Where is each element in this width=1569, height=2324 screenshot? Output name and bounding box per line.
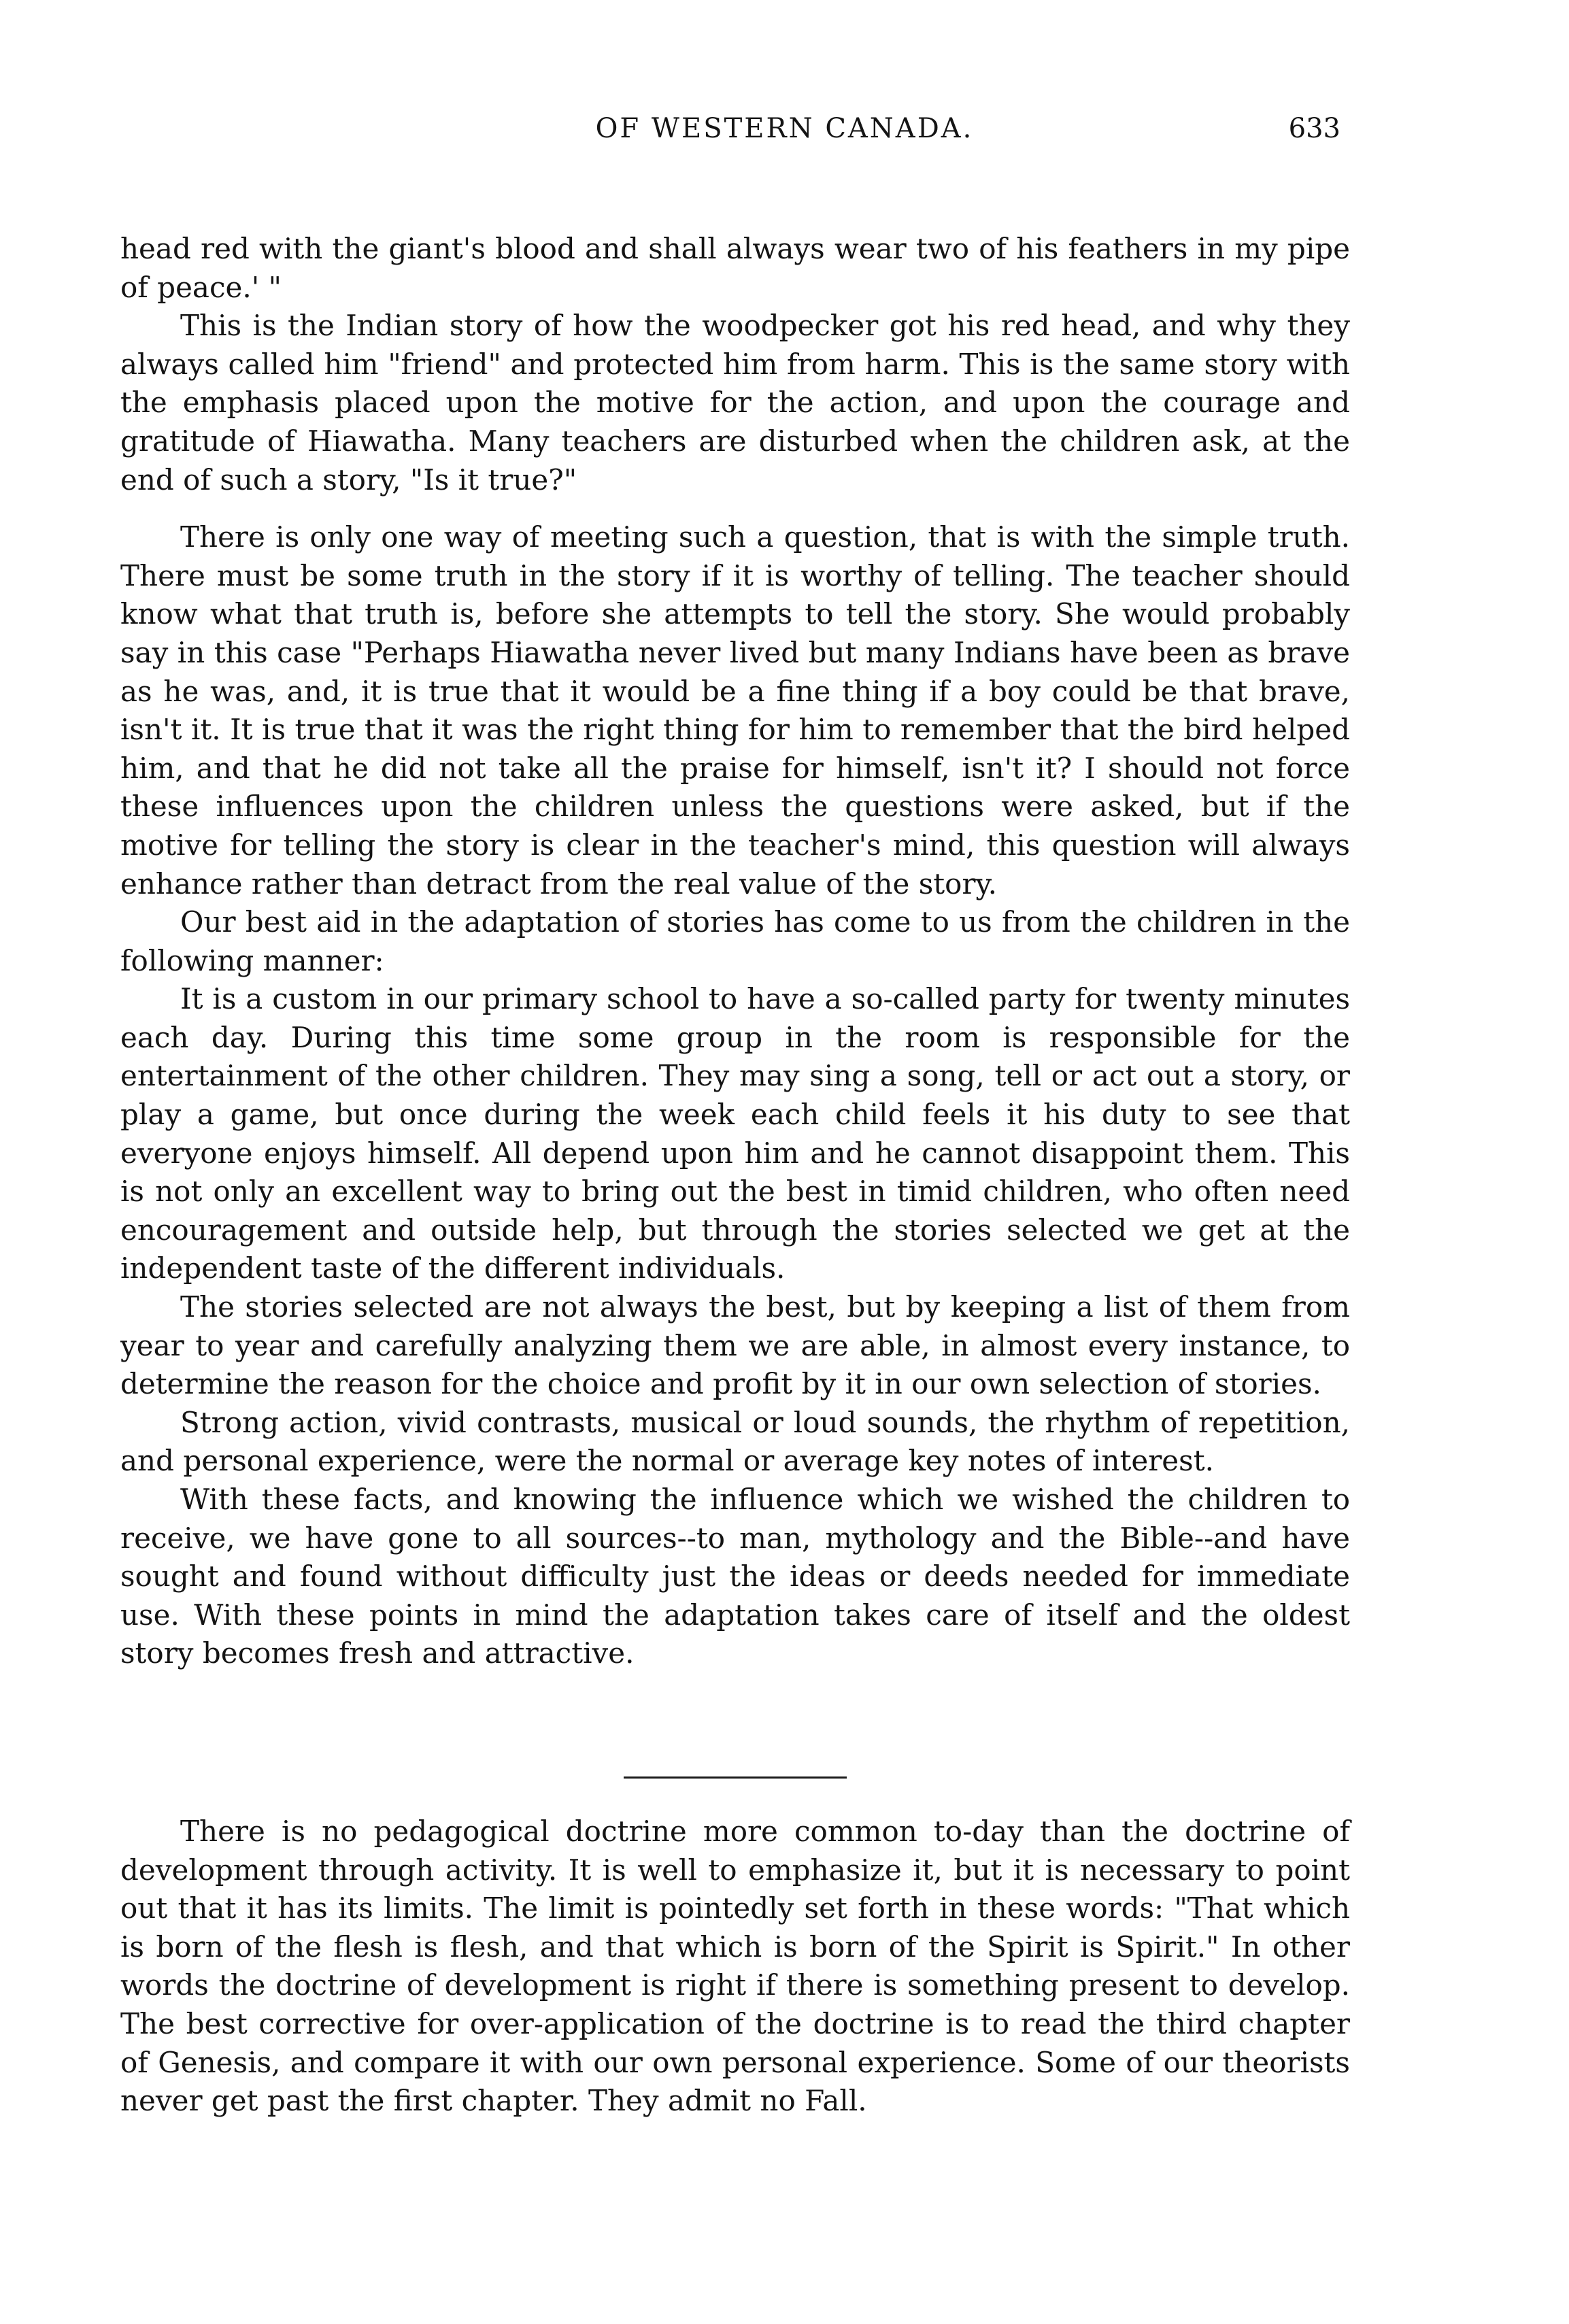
page-number: 633 [1288,113,1340,144]
running-title: OF WESTERN CANADA. [595,113,974,144]
running-head [0,113,1569,161]
paragraph: The stories selected are not always the best, but by keeping a list of them from year to year and carefully analyzing them we are able, in almost every instance, to determine the reason for the choice and profit by it in our own selection of stories. [120,1290,1350,1401]
paragraph: There is only one way of meeting such a question, that is with the simple truth. There must be some truth in the story if it is worthy of telling. The teacher should know what that truth is, before she attempts to tell the story. She would probably say in this case "Perhaps Hiawatha never lived but many Indians have been as brave as he was, and, it is true that it would be a fine thing if a boy could be that brave, isn't it. It is true that it was the right thing for him to remember that the bird helped him, and that he did not take all the praise for himself, isn't it? I should not force these influences upon the children unless the questions were asked, but if the motive for telling the story is clear in the teacher's mind, this question will always enhance rather than detract from the real value of the story. [120,520,1350,900]
paragraph-continued: head red with the giant's blood and shall always wear two of his feathers in my pipe of peace.' " [120,232,1350,304]
paragraph: Strong action, vivid contrasts, musical or loud sounds, the rhythm of repetition, and personal experience, were the normal or average key notes of interest. [120,1405,1350,1478]
paragraph: With these facts, and knowing the influence which we wished the children to receive, we have gone to all sources--to man, mythology and the Bible--and have sought and found without difficulty just the ideas or deeds needed for immediate use. With these points in mind the adaptation takes care of itself and the oldest story becomes fresh and attractive. [120,1483,1350,1670]
paragraph: Our best aid in the adaptation of stories has come to us from the children in the following manner: [120,905,1350,977]
paragraph: It is a custom in our primary school to have a so-called party for twenty minutes each day. During this time some group in the room is responsible for the entertainment of the other children. They may sing a song, tell or act out a story, or play a game, but once during the week each child feels it his duty to see that everyone enjoys himself. All depend upon him and he cannot disappoint them. This is not only an excellent way to bring out the best in timid children, who often need encouragement and outside help, but through the stories selected we get at the independent taste of the different individuals. [120,982,1350,1285]
paragraph: This is the Indian story of how the woodpecker got his red head, and why they always called him "friend" and protected him from harm. This is the same story with the emphasis placed upon the motive for the action, and upon the courage and gratitude of Hiawatha. Many teachers are disturbed when the children ask, at the end of such a story, "Is it true?" [120,309,1350,496]
section-divider [624,1776,847,1779]
closing-paragraph: There is no pedagogical doctrine more common to-day than the doctrine of development through activity. It is well to emphasize it, but it is necessary to point out that it has its limits. The limit is pointedly set forth in these words: "That which is born of the flesh is flesh, and that which is born of the Spirit is Spirit." In other words the doctrine of development is right if there is something present to develop. The best corrective for over-application of the doctrine is to read the third chapter of Genesis, and compare it with our own personal experience. Some of our theorists never get past the first chapter. They admit no Fall. [120,1815,1350,2118]
closing-text [120,1813,1350,2121]
main-text [120,230,1350,1673]
